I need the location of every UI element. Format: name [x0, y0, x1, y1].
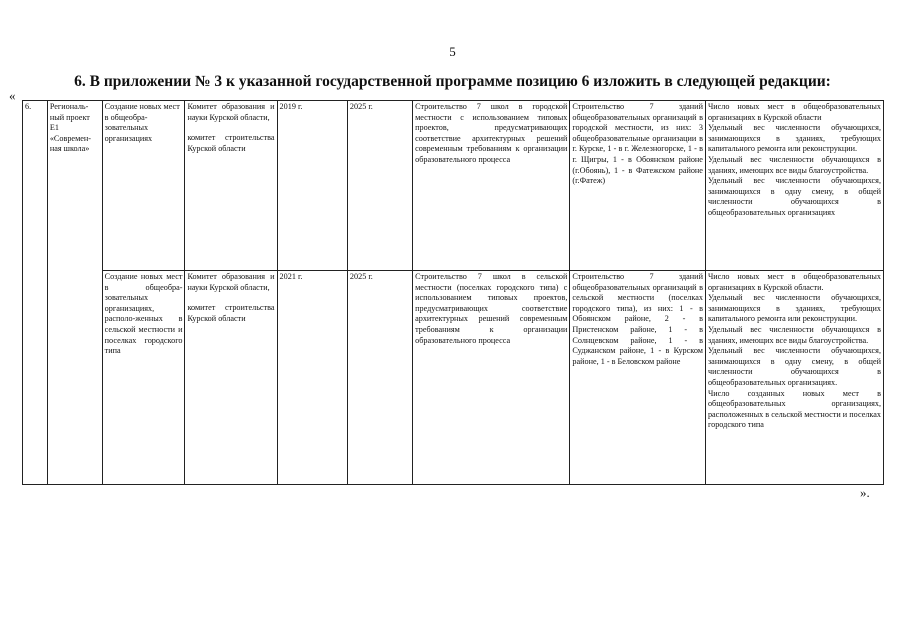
indicator-text: Число новых мест в общеобразовательных организациях в Курской области — [707, 102, 881, 122]
task-cell: Создание новых мест в общеобра-зовательных организациях, располо-женных в сельской местности и поселках городского типа — [102, 271, 185, 485]
end-year-cell: 2025 г. — [347, 101, 412, 271]
program-table — [22, 100, 884, 485]
closing-quote: ». — [860, 485, 870, 500]
responsible-primary: Комитет образования и науки Курской области, — [187, 272, 275, 292]
responsible-secondary: комитет строительства Курской области — [187, 133, 275, 153]
indicator-text: Удельный вес численности обучающихся, занимающихся в одну смену, в общей численности обучающихся в общеобразовательных организациях. — [707, 346, 881, 387]
content-cell: Строительство 7 школ в городской местности с использованием типовых проектов, предусматривающих соответствие архитектурных решений современным требованиям к организации образовательного процесса — [413, 101, 570, 271]
indicators-cell — [705, 271, 883, 485]
indicator-text: Удельный вес численности обучающихся в зданиях, имеющих все виды благоустройства. — [707, 154, 881, 175]
responsible-cell — [185, 101, 277, 271]
start-year-cell: 2021 г. — [277, 271, 347, 485]
table-row — [23, 101, 884, 271]
start-year-cell: 2019 г. — [277, 101, 347, 271]
indicator-text: Удельный вес численности обучающихся, занимающихся в зданиях, требующих капитального ремонта или реконструкции. — [707, 293, 881, 324]
indicator-text: Число созданных новых мест в общеобразовательных организациях, расположенных в сельской местности и поселках городского типа — [707, 388, 881, 430]
responsible-secondary: комитет строительства Курской области — [187, 303, 275, 323]
end-year-cell: 2025 г. — [347, 271, 412, 485]
responsible-cell — [185, 271, 277, 485]
task-cell: Создание новых мест в общеобра-зовательных организациях — [102, 101, 185, 271]
result-cell: Строительство 7 зданий общеобразовательных организаций в городской местности, из них: 3 общеобразовательные организации в г. Курске, 1 - в г. Железногорске, 1 - в г. Щигры, 1 - в Обоянском районе (г.Обоянь), 1 - в Фатежском районе (г.Фатеж) — [570, 101, 706, 271]
indicators-cell — [705, 101, 883, 271]
section-heading: 6. В приложении № 3 к указанной государственной программе позицию 6 изложить в следующей редакции: — [74, 73, 831, 90]
result-cell: Строительство 7 зданий общеобразовательных организаций в сельской местности (поселках городского типа), из них: 1 - в Обоянском районе, 2 - в Пристенском районе, 1 - в Солнцевском районе, 1 - в Суджанском районе, 1 - в Курском районе, 1 - в Беловском районе — [570, 271, 706, 485]
indicator-text: Число новых мест в общеобразовательных организациях в Курской области. — [707, 272, 881, 292]
indicator-text: Удельный вес численности обучающихся в зданиях, имеющих все виды благоустройства. — [707, 324, 881, 345]
item-number-cell: 6. — [23, 101, 48, 485]
content-cell: Строительство 7 школ в сельской местности (поселках городского типа) с использованием типовых проектов, предусматривающих соответствие архитектурных решений современным требованиям к организации образовательного процесса — [413, 271, 570, 485]
responsible-primary: Комитет образования и науки Курской области, — [187, 102, 275, 122]
indicator-text: Удельный вес численности обучающихся, занимающихся в зданиях, требующих капитального ремонта или реконструкции. — [707, 123, 881, 154]
project-cell: Региональ-ный проект Е1 «Современ-ная школа» — [47, 101, 102, 485]
page-number: 5 — [449, 44, 456, 59]
indicator-text: Удельный вес численности обучающихся, занимающихся в одну смену, в общей численности обучающихся в общеобразовательных организациях — [707, 176, 881, 217]
table-row — [23, 271, 884, 485]
opening-quote: « — [9, 88, 16, 103]
